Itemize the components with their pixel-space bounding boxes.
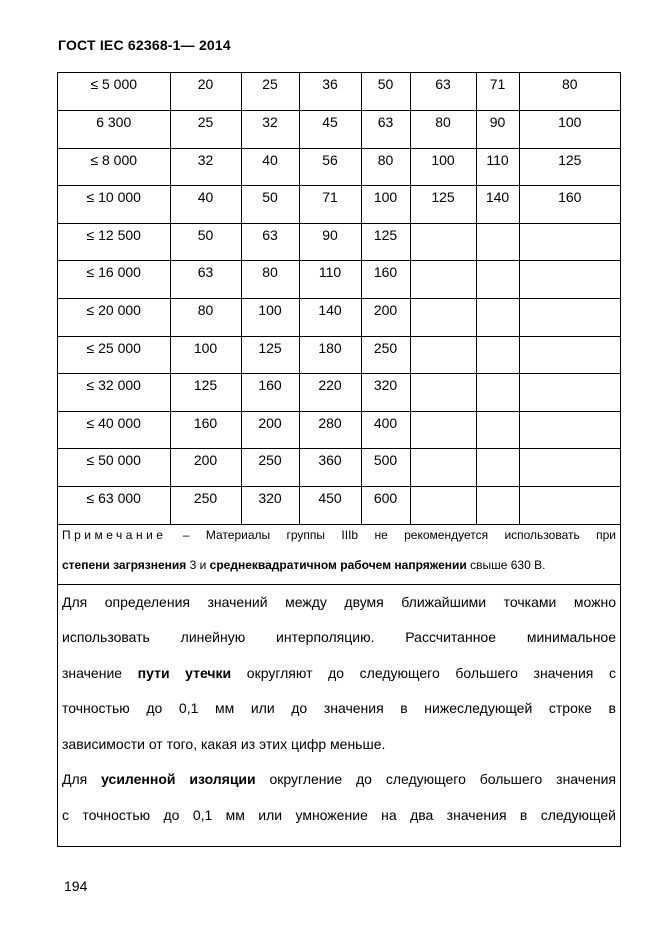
table-row bbox=[58, 148, 620, 186]
value-cell bbox=[410, 374, 476, 412]
table-row bbox=[58, 186, 620, 224]
value-cell bbox=[476, 487, 519, 525]
value-cell: 500 bbox=[361, 449, 410, 487]
value-cell: 32 bbox=[241, 111, 299, 149]
value-cell bbox=[410, 411, 476, 449]
value-cell bbox=[519, 411, 620, 449]
value-cell: 320 bbox=[361, 374, 410, 412]
value-cell: 250 bbox=[361, 336, 410, 374]
value-cell: 140 bbox=[299, 299, 361, 337]
document-header: ГОСТ IEC 62368-1— 2014 bbox=[58, 37, 231, 53]
value-cell bbox=[410, 299, 476, 337]
value-cell: 110 bbox=[299, 261, 361, 299]
value-cell: 56 bbox=[299, 148, 361, 186]
body-text bbox=[58, 585, 620, 834]
table-row bbox=[58, 374, 620, 412]
value-cell: 160 bbox=[519, 186, 620, 224]
value-cell: 160 bbox=[241, 374, 299, 412]
value-cell bbox=[410, 336, 476, 374]
value-cell: 90 bbox=[476, 111, 519, 149]
note-line-2 bbox=[62, 557, 616, 573]
p2-l1-text-b: округление до следующего большего значения bbox=[255, 771, 616, 788]
value-cell bbox=[410, 223, 476, 261]
paragraph-1-line-5: зависимости от того, какая из этих цифр меньше. bbox=[62, 735, 386, 752]
reinforced-insulation-term: усиленной изоляции bbox=[101, 771, 256, 788]
value-cell: 80 bbox=[170, 299, 241, 337]
value-cell bbox=[476, 449, 519, 487]
p1-l3-text-a: значение bbox=[62, 664, 138, 681]
value-cell: 125 bbox=[170, 374, 241, 412]
value-cell: 160 bbox=[170, 411, 241, 449]
value-cell bbox=[519, 374, 620, 412]
table-row bbox=[58, 261, 620, 299]
value-cell: 110 bbox=[476, 148, 519, 186]
value-cell bbox=[476, 261, 519, 299]
value-cell bbox=[476, 299, 519, 337]
note-text-3: свыше 630 В. bbox=[466, 557, 546, 572]
paragraph-2-line-1 bbox=[62, 762, 616, 798]
value-cell: 250 bbox=[241, 449, 299, 487]
voltage-cell: ≤ 10 000 bbox=[58, 186, 170, 224]
value-cell: 125 bbox=[241, 336, 299, 374]
value-cell: 63 bbox=[410, 73, 476, 111]
value-cell bbox=[519, 223, 620, 261]
value-cell bbox=[519, 261, 620, 299]
value-cell: 100 bbox=[361, 186, 410, 224]
p2-l1-text-a: Для bbox=[62, 771, 102, 788]
value-cell: 600 bbox=[361, 487, 410, 525]
table-note bbox=[58, 525, 620, 585]
value-cell: 100 bbox=[519, 111, 620, 149]
value-cell: 320 bbox=[241, 487, 299, 525]
voltage-cell: ≤ 12 500 bbox=[58, 223, 170, 261]
p1-l3-text-b: округляют до следующего большего значения с bbox=[231, 664, 616, 681]
value-cell: 32 bbox=[170, 148, 241, 186]
table-row bbox=[58, 487, 620, 525]
paragraph-1-line-1: Для определения значений между двумя ближайшими точками можно bbox=[62, 593, 616, 610]
value-cell: 125 bbox=[410, 186, 476, 224]
voltage-cell: ≤ 25 000 bbox=[58, 336, 170, 374]
value-cell bbox=[410, 449, 476, 487]
value-cell bbox=[519, 487, 620, 525]
voltage-cell: ≤ 16 000 bbox=[58, 261, 170, 299]
table-row bbox=[58, 336, 620, 374]
table-frame bbox=[57, 72, 621, 847]
note-bold-1: степени загрязнения bbox=[62, 557, 187, 572]
value-cell bbox=[519, 336, 620, 374]
value-cell: 100 bbox=[170, 336, 241, 374]
value-cell: 63 bbox=[361, 111, 410, 149]
value-cell bbox=[476, 411, 519, 449]
value-cell: 160 bbox=[361, 261, 410, 299]
voltage-cell: 6 300 bbox=[58, 111, 170, 149]
note-text-1: – Материалы группы IIIb не рекомендуется использовать при bbox=[182, 527, 616, 542]
value-cell bbox=[476, 374, 519, 412]
value-cell: 36 bbox=[299, 73, 361, 111]
paragraph-1-line-3 bbox=[62, 656, 616, 692]
note-line-1 bbox=[62, 527, 616, 543]
note-text-2: 3 и bbox=[186, 557, 210, 572]
table-row bbox=[58, 449, 620, 487]
value-cell bbox=[410, 487, 476, 525]
table-body bbox=[58, 73, 620, 524]
value-cell: 140 bbox=[476, 186, 519, 224]
value-cell bbox=[476, 223, 519, 261]
value-cell: 25 bbox=[241, 73, 299, 111]
voltage-cell: ≤ 5 000 bbox=[58, 73, 170, 111]
voltage-cell: ≤ 8 000 bbox=[58, 148, 170, 186]
value-cell: 71 bbox=[299, 186, 361, 224]
value-cell: 20 bbox=[170, 73, 241, 111]
value-cell: 125 bbox=[361, 223, 410, 261]
value-cell: 80 bbox=[361, 148, 410, 186]
value-cell: 220 bbox=[299, 374, 361, 412]
value-cell: 25 bbox=[170, 111, 241, 149]
voltage-cell: ≤ 20 000 bbox=[58, 299, 170, 337]
page-number: 194 bbox=[64, 878, 88, 894]
value-cell: 200 bbox=[241, 411, 299, 449]
value-cell: 125 bbox=[519, 148, 620, 186]
voltage-cell: ≤ 63 000 bbox=[58, 487, 170, 525]
value-cell: 50 bbox=[241, 186, 299, 224]
paragraph-1-line-2: использовать линейную интерполяцию. Рассчитанное минимальное bbox=[62, 629, 616, 646]
value-cell: 80 bbox=[519, 73, 620, 111]
voltage-cell: ≤ 50 000 bbox=[58, 449, 170, 487]
value-cell: 200 bbox=[170, 449, 241, 487]
value-cell: 40 bbox=[241, 148, 299, 186]
value-cell bbox=[476, 336, 519, 374]
value-cell bbox=[410, 261, 476, 299]
table-row bbox=[58, 111, 620, 149]
value-cell: 360 bbox=[299, 449, 361, 487]
paragraph-1-line-4: точностью до 0,1 мм или до значения в нижеследующей строке в bbox=[62, 700, 616, 717]
creepage-distance-term: пути утечки bbox=[137, 664, 232, 681]
value-cell: 50 bbox=[361, 73, 410, 111]
values-table bbox=[58, 73, 620, 525]
value-cell: 63 bbox=[241, 223, 299, 261]
voltage-cell: ≤ 32 000 bbox=[58, 374, 170, 412]
paragraph-2-line-2: с точностью до 0,1 мм или умножение на два значения в следующей bbox=[62, 806, 616, 823]
value-cell: 200 bbox=[361, 299, 410, 337]
value-cell: 71 bbox=[476, 73, 519, 111]
table-row bbox=[58, 73, 620, 111]
table-row bbox=[58, 223, 620, 261]
value-cell: 90 bbox=[299, 223, 361, 261]
value-cell: 40 bbox=[170, 186, 241, 224]
value-cell: 80 bbox=[241, 261, 299, 299]
voltage-cell: ≤ 40 000 bbox=[58, 411, 170, 449]
value-cell: 45 bbox=[299, 111, 361, 149]
value-cell: 250 bbox=[170, 487, 241, 525]
value-cell bbox=[519, 299, 620, 337]
table-row bbox=[58, 299, 620, 337]
value-cell: 100 bbox=[241, 299, 299, 337]
value-cell: 280 bbox=[299, 411, 361, 449]
note-label: Примечание bbox=[62, 527, 167, 542]
value-cell: 80 bbox=[410, 111, 476, 149]
value-cell bbox=[519, 449, 620, 487]
value-cell: 180 bbox=[299, 336, 361, 374]
table-row bbox=[58, 411, 620, 449]
value-cell: 400 bbox=[361, 411, 410, 449]
note-bold-2: среднеквадратичном рабочем напряжении bbox=[209, 557, 467, 572]
value-cell: 450 bbox=[299, 487, 361, 525]
value-cell: 63 bbox=[170, 261, 241, 299]
value-cell: 100 bbox=[410, 148, 476, 186]
value-cell: 50 bbox=[170, 223, 241, 261]
